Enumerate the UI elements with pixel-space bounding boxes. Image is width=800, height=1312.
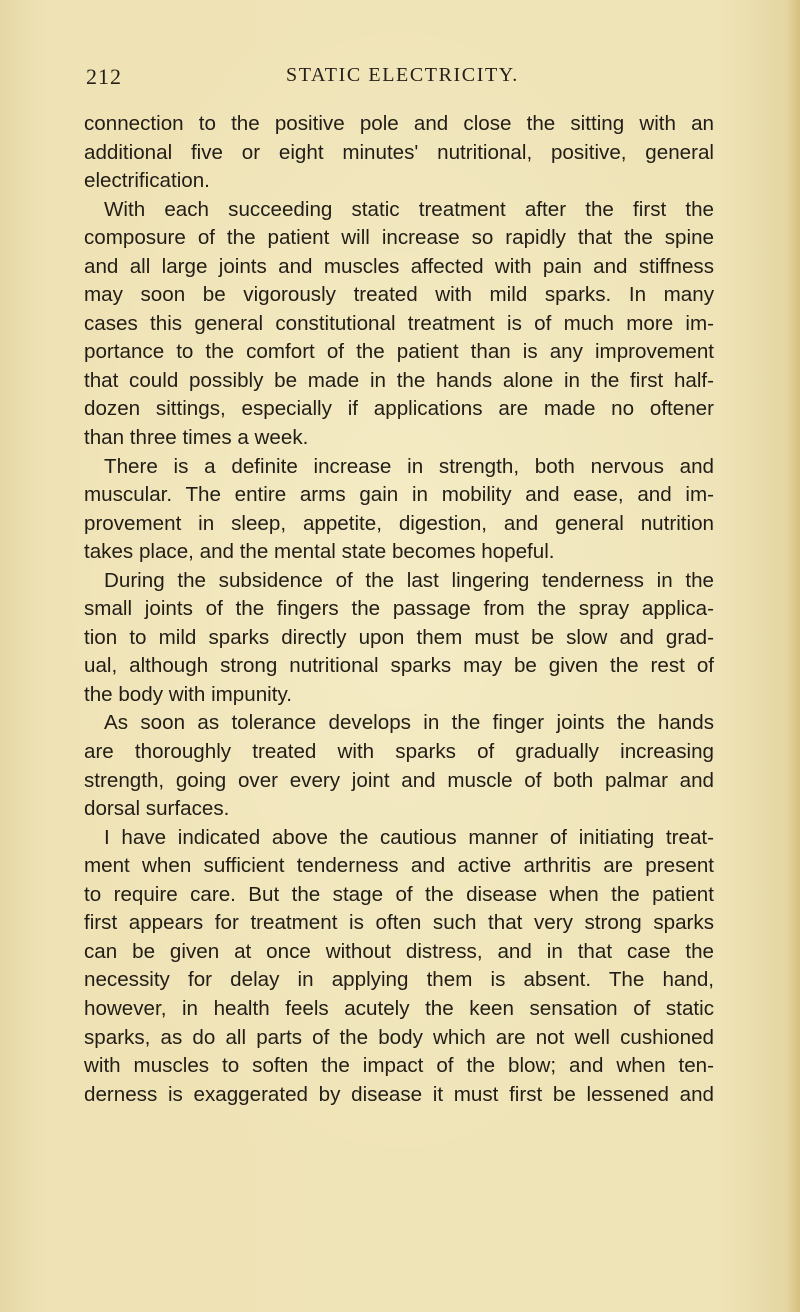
text-line: takes place, and the mental state becomes hopeful.: [84, 540, 555, 564]
text-line: tion to mild sparks directly upon them must be slow and grad-: [84, 625, 714, 649]
text-line: are thoroughly treated with sparks of gradually increasing: [84, 740, 714, 764]
text-line: dorsal surfaces.: [84, 797, 230, 821]
text-line: ment when sufficient tenderness and active arthritis are present: [84, 854, 714, 878]
text-line: necessity for delay in applying them is absent. The hand,: [84, 968, 714, 992]
text-line: derness is exaggerated by disease it must first be lessened and: [84, 1082, 714, 1106]
text-line: however, in health feels acutely the keen sensation of static: [84, 996, 714, 1020]
text-line: dozen sittings, especially if applications are made no oftener: [84, 397, 714, 421]
page-header: [0, 64, 800, 98]
page-edge-shadow: [786, 0, 800, 1312]
text-line: connection to the positive pole and close the sitting with an: [84, 112, 714, 135]
text-line: There is a definite increase in strength, both nervous and: [104, 454, 714, 478]
text-line: electrification.: [84, 169, 210, 193]
text-line: composure of the patient will increase so rapidly that the spine: [84, 226, 714, 250]
text-line: strength, going over every joint and muscle of both palmar and: [84, 768, 714, 792]
text-line: and all large joints and muscles affected with pain and stiffness: [84, 254, 714, 278]
text-line: As soon as tolerance develops in the finger joints the hands: [104, 711, 714, 735]
text-line: to require care. But the stage of the disease when the patient: [84, 882, 714, 906]
text-line: With each succeeding static treatment after the first the: [104, 197, 714, 221]
text-line: additional five or eight minutes' nutritional, positive, general: [84, 140, 714, 164]
text-line: portance to the comfort of the patient than is any improvement: [84, 340, 714, 364]
text-line: the body with impunity.: [84, 682, 292, 706]
text-line: I have indicated above the cautious manner of initiating treat-: [104, 825, 714, 849]
text-line: sparks, as do all parts of the body which are not well cushioned: [84, 1025, 714, 1049]
text-line: may soon be vigorously treated with mild sparks. In many: [84, 283, 714, 307]
running-head: STATIC ELECTRICITY.: [286, 64, 519, 86]
text-line: muscular. The entire arms gain in mobility and ease, and im-: [84, 483, 714, 507]
text-line: can be given at once without distress, and in that case the: [84, 939, 714, 963]
text-line: ual, although strong nutritional sparks may be given the rest of: [84, 654, 714, 678]
text-line: cases this general constitutional treatment is of much more im-: [84, 311, 714, 335]
body-text: [84, 110, 714, 1109]
text-line: that could possibly be made in the hands alone in the first half-: [84, 368, 714, 392]
text-line: During the subsidence of the last lingering tenderness in the: [104, 568, 714, 592]
text-line: than three times a week.: [84, 426, 309, 450]
text-line: provement in sleep, appetite, digestion, and general nutrition: [84, 511, 714, 535]
text-line: first appears for treatment is often such that very strong sparks: [84, 911, 714, 935]
text-line: small joints of the fingers the passage from the spray applica-: [84, 597, 714, 621]
page-number: 212: [86, 64, 122, 89]
text-line: with muscles to soften the impact of the blow; and when ten-: [84, 1054, 714, 1078]
